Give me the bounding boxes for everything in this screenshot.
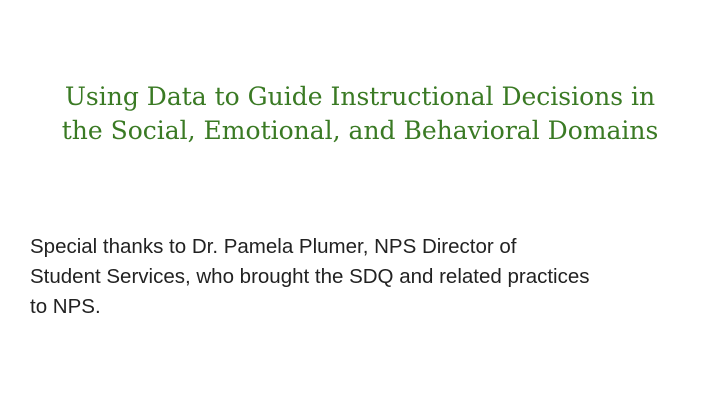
slide-title-line: the Social, Emotional, and Behavioral Domains — [61, 116, 659, 145]
acknowledgment-text — [30, 232, 700, 322]
acknowledgment-line: to NPS. — [30, 295, 101, 318]
acknowledgment-line: Student Services, who brought the SDQ and related practices — [30, 265, 590, 288]
slide-title-line: Using Data to Guide Instructional Decisions in — [64, 82, 656, 111]
acknowledgment-line: Special thanks to Dr. Pamela Plumer, NPS Director of — [30, 235, 517, 258]
slide-title — [20, 80, 700, 148]
